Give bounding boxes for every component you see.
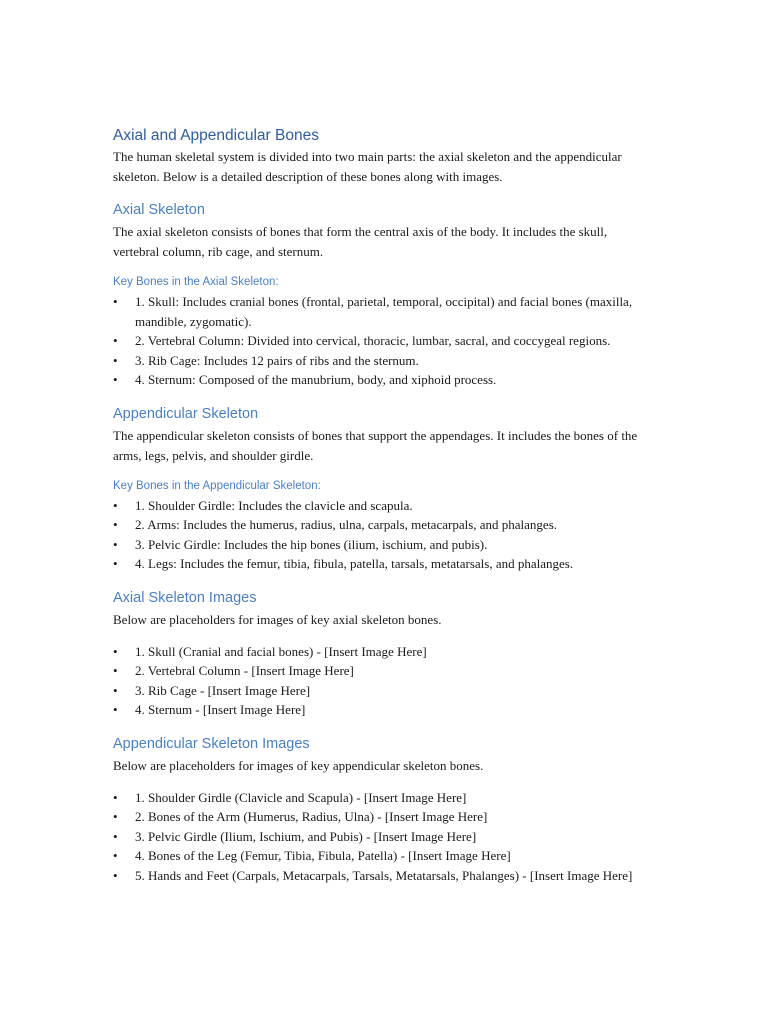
- intro-paragraph: The human skeletal system is divided into two main parts: the axial skeleton and the appendicular skeleton. Below is a detailed description of these bones along with images.: [113, 149, 622, 184]
- bullet-icon: •: [113, 497, 118, 513]
- list-item: [113, 661, 643, 681]
- list-item: [113, 681, 643, 701]
- bullet-icon: •: [113, 682, 118, 698]
- bullet-icon: •: [113, 536, 118, 552]
- appendicular-key-bones-list: [113, 496, 643, 574]
- bullet-icon: •: [113, 372, 118, 387]
- document-page: [113, 124, 643, 885]
- list-item-text: 2. Vertebral Column: Divided into cervical, thoracic, lumbar, sacral, and coccygeal regions.: [135, 333, 611, 348]
- list-item: [113, 846, 643, 866]
- axial-images-heading: Axial Skeleton Images: [113, 589, 257, 606]
- bullet-icon: •: [113, 702, 118, 717]
- axial-images-list: [113, 642, 643, 720]
- bullet-icon: •: [113, 848, 118, 863]
- list-item-text: 2. Vertebral Column - [Insert Image Here]: [135, 663, 354, 678]
- axial-key-bones-list: [113, 292, 643, 390]
- axial-key-bones-heading: Key Bones in the Axial Skeleton:: [113, 276, 279, 288]
- appendicular-skeleton-heading: Appendicular Skeleton: [113, 405, 259, 422]
- list-item-text: 4. Sternum - [Insert Image Here]: [135, 702, 306, 717]
- list-item: [113, 827, 643, 847]
- bullet-icon: •: [113, 352, 118, 368]
- axial-skeleton-description: The axial skeleton consists of bones that form the central axis of the body. It includes the skull, vertebral column, rib cage, and sternum.: [113, 224, 608, 259]
- list-item-text: 5. Hands and Feet (Carpals, Metacarpals, Tarsals, Metatarsals, Phalanges) - [Insert Image Here]: [135, 867, 633, 883]
- list-item: [113, 292, 643, 331]
- list-item-text: 4. Sternum: Composed of the manubrium, body, and xiphoid process.: [135, 372, 497, 387]
- list-item-text: 2. Bones of the Arm (Humerus, Radius, Ulna) - [Insert Image Here]: [135, 809, 488, 824]
- list-item-text: 1. Skull (Cranial and facial bones) - [Insert Image Here]: [135, 643, 427, 659]
- bullet-icon: •: [113, 789, 118, 805]
- axial-skeleton-heading: Axial Skeleton: [113, 202, 205, 218]
- list-item: [113, 331, 643, 351]
- list-item-text: 1. Shoulder Girdle: Includes the clavicle and scapula.: [135, 497, 413, 513]
- list-item: [113, 807, 643, 827]
- list-item: [113, 535, 643, 555]
- list-item: [113, 788, 643, 808]
- list-item: [113, 515, 643, 535]
- appendicular-key-bones-heading: Key Bones in the Appendicular Skeleton:: [113, 479, 321, 492]
- bullet-icon: •: [113, 828, 118, 844]
- list-item-text: 4. Legs: Includes the femur, tibia, fibula, patella, tarsals, metatarsals, and phalanges.: [135, 556, 574, 571]
- axial-images-description: Below are placeholders for images of key axial skeleton bones.: [113, 611, 442, 627]
- list-item: [113, 496, 643, 516]
- list-item-text: 1. Skull: Includes cranial bones (frontal, parietal, temporal, occipital) and facial bones (maxilla, mandible, zygomatic).: [135, 294, 633, 329]
- list-item: [113, 642, 643, 662]
- bullet-icon: •: [113, 663, 118, 678]
- list-item-text: 1. Shoulder Girdle (Clavicle and Scapula) - [Insert Image Here]: [135, 789, 467, 805]
- list-item-text: 3. Pelvic Girdle: Includes the hip bones (ilium, ischium, and pubis).: [135, 536, 488, 552]
- list-item: [113, 700, 643, 720]
- document-title: Axial and Appendicular Bones: [113, 127, 319, 144]
- appendicular-images-description: Below are placeholders for images of key appendicular skeleton bones.: [113, 757, 484, 773]
- list-item-text: 4. Bones of the Leg (Femur, Tibia, Fibula, Patella) - [Insert Image Here]: [135, 848, 511, 863]
- list-item-text: 3. Rib Cage - [Insert Image Here]: [135, 682, 311, 698]
- list-item-text: 3. Rib Cage: Includes 12 pairs of ribs and the sternum.: [135, 352, 419, 368]
- bullet-icon: •: [113, 517, 118, 532]
- list-item-text: 2. Arms: Includes the humerus, radius, ulna, carpals, metacarpals, and phalanges.: [135, 517, 558, 532]
- list-item: [113, 866, 643, 886]
- appendicular-skeleton-description: The appendicular skeleton consists of bones that support the appendages. It includes the bones of the arms, legs, pelvis, and shoulder girdle.: [113, 427, 638, 463]
- bullet-icon: •: [113, 643, 118, 659]
- bullet-icon: •: [113, 809, 118, 824]
- bullet-icon: •: [113, 294, 118, 309]
- bullet-icon: •: [113, 556, 118, 571]
- list-item: [113, 370, 643, 390]
- list-item: [113, 554, 643, 574]
- bullet-icon: •: [113, 867, 118, 883]
- appendicular-images-heading: Appendicular Skeleton Images: [113, 735, 310, 752]
- appendicular-images-list: [113, 788, 643, 886]
- list-item: [113, 351, 643, 371]
- list-item-text: 3. Pelvic Girdle (Ilium, Ischium, and Pubis) - [Insert Image Here]: [135, 828, 477, 844]
- bullet-icon: •: [113, 333, 118, 348]
